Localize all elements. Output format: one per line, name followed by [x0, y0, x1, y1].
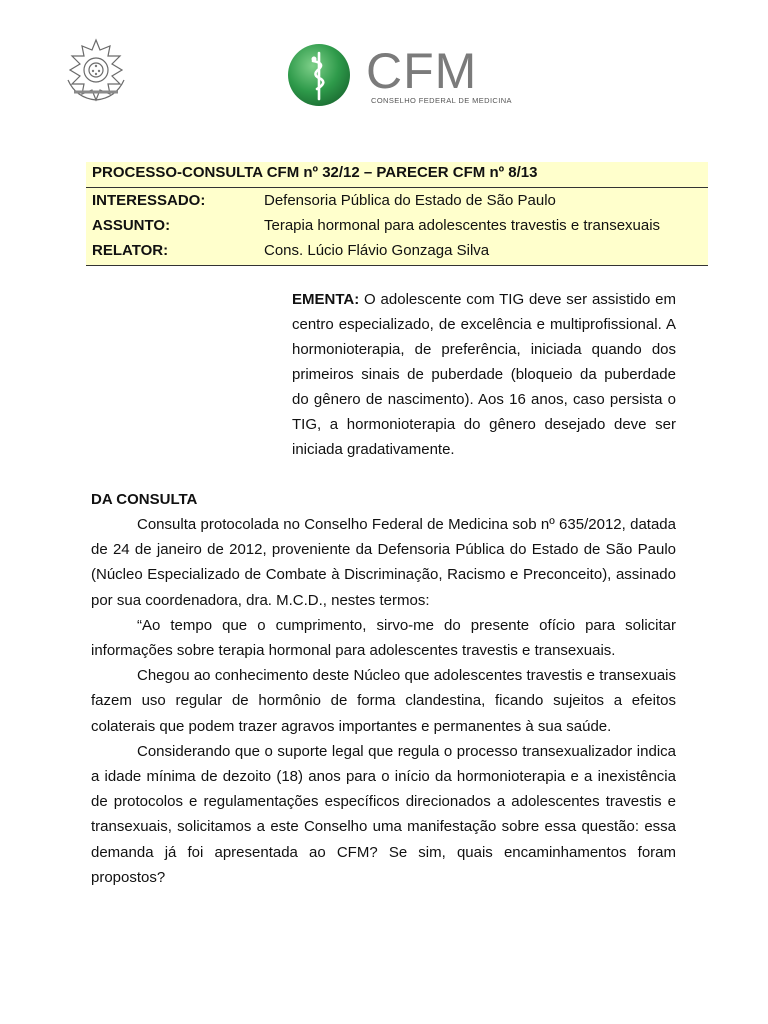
- cfm-logo-subtitle: CONSELHO FEDERAL DE MEDICINA: [371, 96, 512, 105]
- info-row-relator: [86, 238, 708, 263]
- ementa-block: [292, 287, 676, 462]
- info-row-assunto: [86, 213, 708, 238]
- info-label: ASSUNTO:: [92, 217, 171, 234]
- info-value: Terapia hormonal para adolescentes travestis e transexuais: [264, 217, 661, 234]
- paragraph: “Ao tempo que o cumprimento, sirvo-me do presente ofício para solicitar informações sobre terapia hormonal para adolescentes travestis e transexuais.: [91, 616, 676, 660]
- process-info-table: [86, 162, 708, 266]
- cfm-logo-text: CFM: [366, 43, 478, 99]
- process-title: PROCESSO-CONSULTA CFM nº 32/12 – PARECER CFM nº 8/13: [86, 162, 708, 188]
- info-value: Defensoria Pública do Estado de São Paulo: [264, 192, 556, 209]
- table-bottom-rule: [86, 263, 708, 266]
- info-label: RELATOR:: [92, 242, 169, 259]
- paragraph: Chegou ao conhecimento deste Núcleo que adolescentes travestis e transexuais fazem uso regular de hormônio de forma clandestina, ficando sujeitos a efeitos colaterais que podem trazer agravos importantes e permanentes à sua saúde.: [91, 667, 676, 735]
- section-heading: DA CONSULTA: [91, 491, 198, 508]
- ementa-text: O adolescente com TIG deve ser assistido em centro especializado, de excelência e multiprofissional. A hormonioterapia, de preferência, iniciada quando dos primeiros sinais de puberdade (bloqueio da puberdade do gênero de nascimento). Aos 16 anos, caso persista o TIG, a hormonioterapia do gênero desejado deve ser iniciada gradativamente.: [292, 291, 676, 458]
- info-row-interessado: [86, 188, 708, 213]
- info-value: Cons. Lúcio Flávio Gonzaga Silva: [264, 242, 490, 259]
- ementa-label: EMENTA:: [292, 291, 360, 308]
- consulta-body: [91, 512, 676, 890]
- paragraph: Considerando que o suporte legal que regula o processo transexualizador indica a idade mínima de dezoito (18) anos para o início da hormonioterapia e a inexistência de protocolos e regulamentações específicos direcionados a adolescentes travestis e transexuais, solicitamos a este Conselho uma manifestação sobre essa questão: essa demanda já foi apresentada ao CFM? Se sim, quais encaminhamentos foram propostos?: [91, 742, 676, 886]
- info-label: INTERESSADO:: [92, 192, 206, 209]
- cfm-caduceus-logo-icon: [287, 43, 351, 107]
- paragraph: Consulta protocolada no Conselho Federal de Medicina sob nº 635/2012, datada de 24 de janeiro de 2012, proveniente da Defensoria Pública do Estado de São Paulo (Núcleo Especializado de Combate à Discriminação, Racismo e Preconceito), assinado por sua coordenadora, dra. M.C.D., nestes termos:: [91, 516, 676, 609]
- brazil-coat-of-arms-icon: [62, 36, 130, 104]
